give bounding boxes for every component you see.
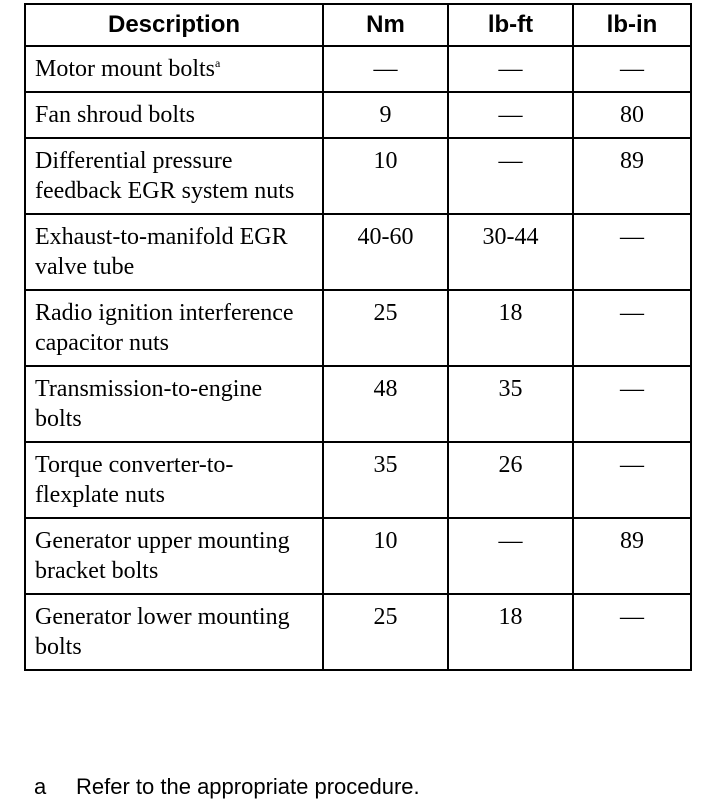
table-row (25, 594, 691, 670)
footnote-mark: a (215, 56, 221, 70)
lbft-cell: — (448, 138, 573, 214)
lbin-cell: 89 (573, 518, 691, 594)
lbft-cell: 26 (448, 442, 573, 518)
footnote-text: Refer to the appropriate procedure. (76, 774, 420, 799)
description-cell: Exhaust-to-manifold EGR valve tube (25, 214, 323, 290)
description-cell: Transmission-to-engine bolts (25, 366, 323, 442)
footnote-letter: a (34, 774, 47, 799)
table-row (25, 366, 691, 442)
lbft-cell: 18 (448, 290, 573, 366)
lbft-cell: 18 (448, 594, 573, 670)
nm-cell: 9 (323, 92, 448, 138)
nm-cell: 25 (323, 594, 448, 670)
description-text: Motor mount bolts (35, 56, 216, 82)
table-row (25, 290, 691, 366)
description-cell: Generator lower mounting bolts (25, 594, 323, 670)
description-cell: Torque converter-to-flexplate nuts (25, 442, 323, 518)
nm-cell: 48 (323, 366, 448, 442)
description-cell: Differential pressure feedback EGR system nuts (25, 138, 323, 214)
lbft-cell: — (448, 92, 573, 138)
lbin-cell: — (573, 594, 691, 670)
lbft-cell: — (448, 46, 573, 92)
header-lbft: lb-ft (448, 4, 573, 46)
lbin-cell: — (573, 442, 691, 518)
table-header-row (25, 4, 691, 46)
header-lbin: lb-in (573, 4, 691, 46)
lbin-cell: — (573, 214, 691, 290)
header-nm: Nm (323, 4, 448, 46)
description-cell: Generator upper mounting bracket bolts (25, 518, 323, 594)
header-description: Description (25, 4, 323, 46)
lbin-cell: — (573, 46, 691, 92)
nm-cell: 10 (323, 138, 448, 214)
nm-cell: 40-60 (323, 214, 448, 290)
description-cell: Fan shroud bolts (25, 92, 323, 138)
footnote (34, 774, 420, 800)
table-row (25, 518, 691, 594)
table-row (25, 92, 691, 138)
nm-cell: — (323, 46, 448, 92)
table-row (25, 214, 691, 290)
lbin-cell: — (573, 290, 691, 366)
table-row (25, 442, 691, 518)
lbin-cell: — (573, 366, 691, 442)
lbft-cell: — (448, 518, 573, 594)
table-row (25, 46, 691, 92)
lbin-cell: 89 (573, 138, 691, 214)
nm-cell: 25 (323, 290, 448, 366)
lbin-cell: 80 (573, 92, 691, 138)
torque-spec-table (24, 3, 692, 671)
description-cell: Radio ignition interference capacitor nuts (25, 290, 323, 366)
nm-cell: 10 (323, 518, 448, 594)
nm-cell: 35 (323, 442, 448, 518)
description-cell (25, 46, 323, 92)
table-row (25, 138, 691, 214)
lbft-cell: 35 (448, 366, 573, 442)
lbft-cell: 30-44 (448, 214, 573, 290)
